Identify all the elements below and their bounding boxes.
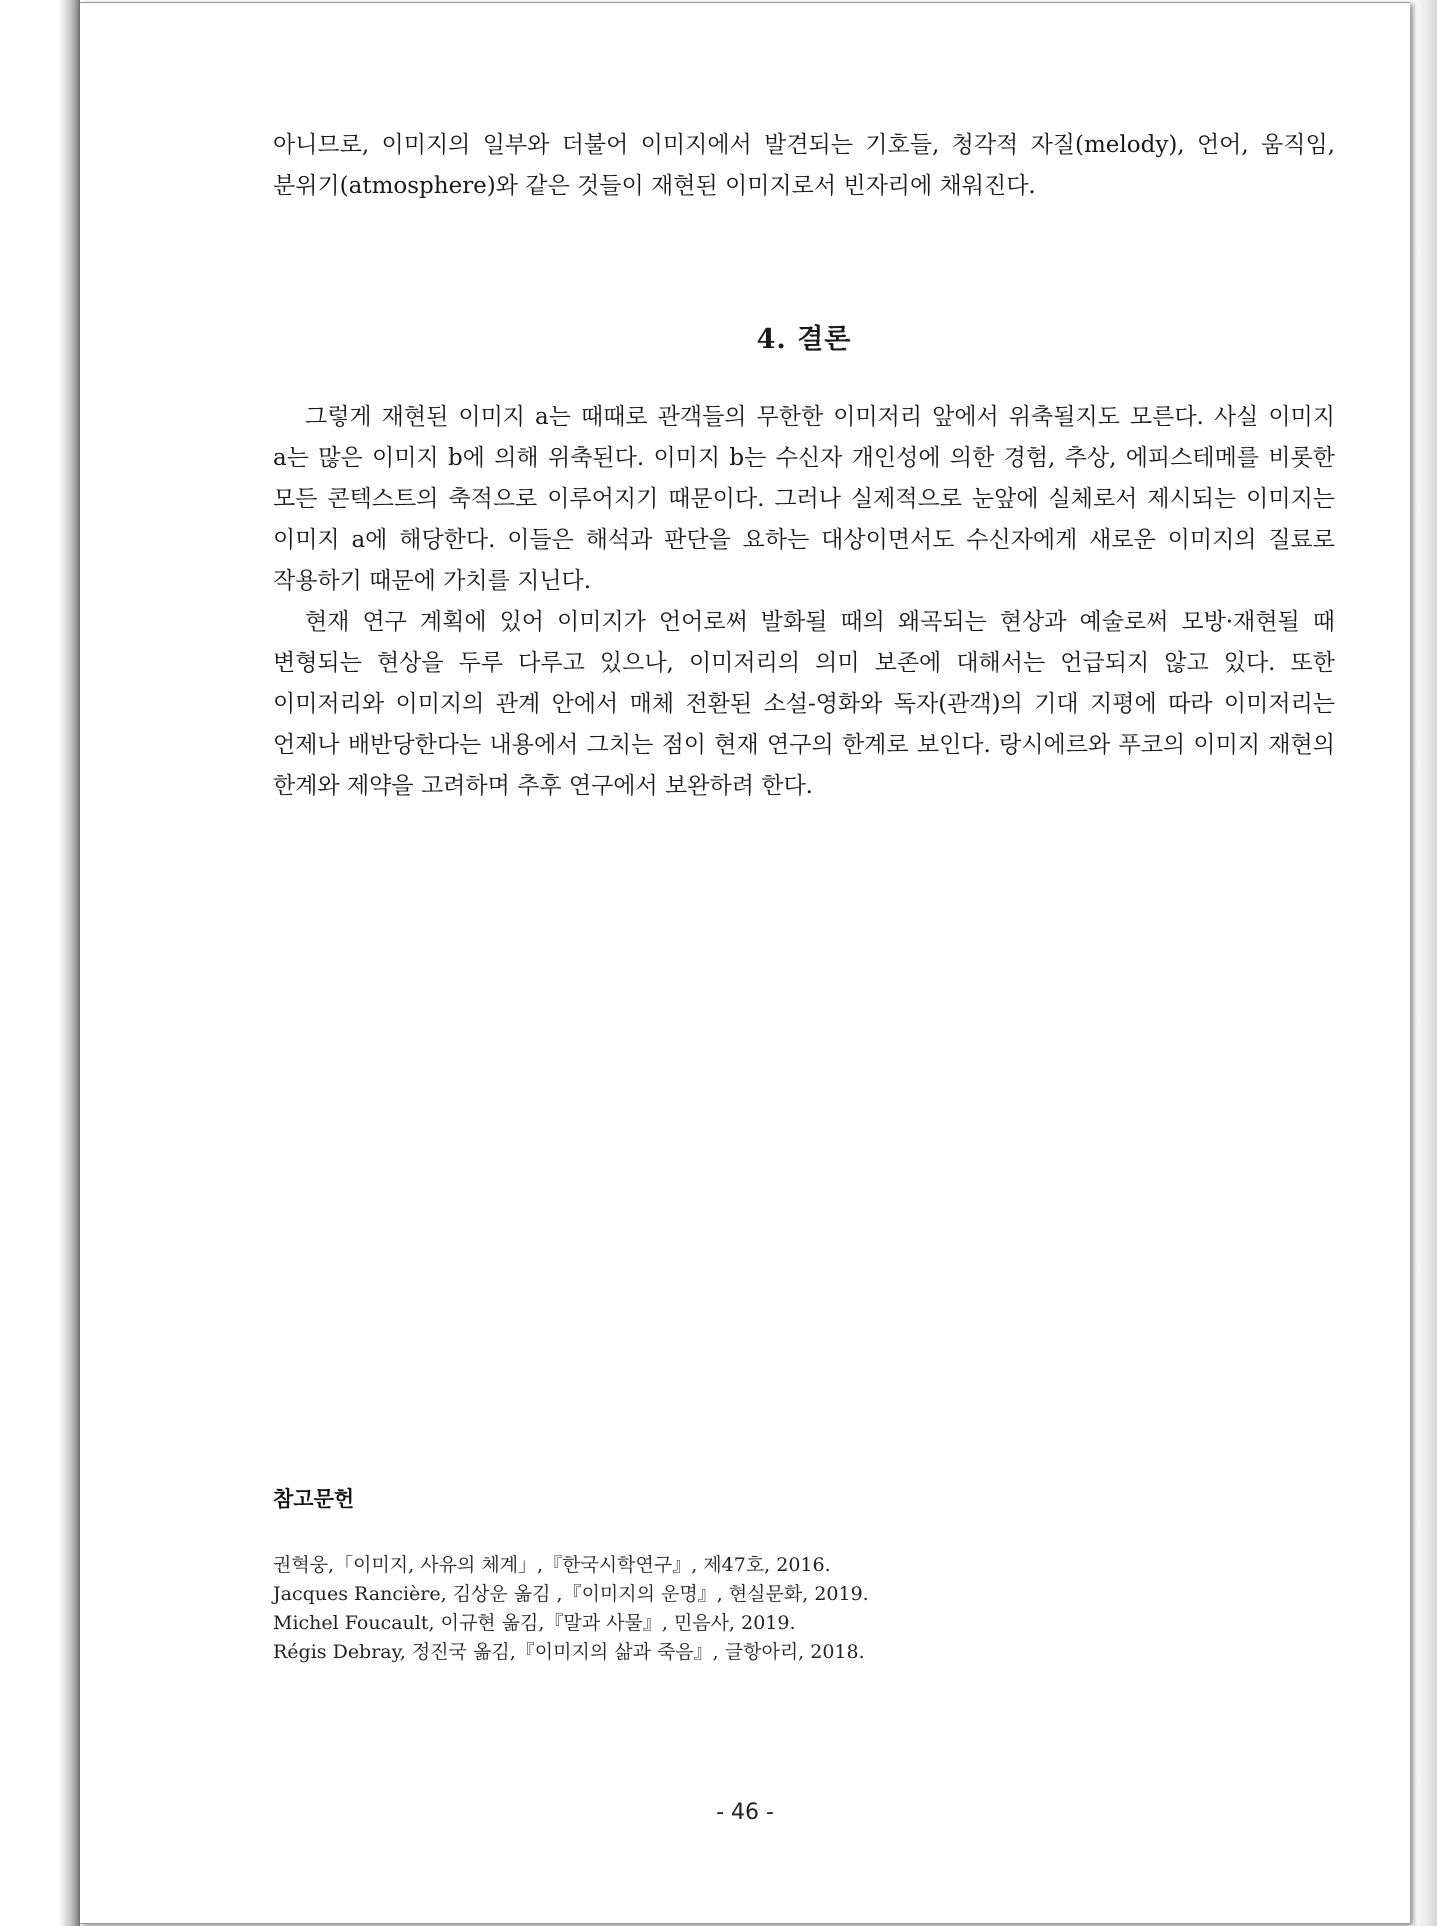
viewer-right-margin [1411,0,1437,1926]
reference-item: 권혁웅,「이미지, 사유의 체계」,『한국시학연구』, 제47호, 2016. [273,1554,831,1576]
section-title: 4. 결론 [756,324,852,355]
reference-item: Régis Debray, 정진국 옮김,『이미지의 삶과 죽음』, 글항아리, 2018. [273,1641,865,1663]
viewer-left-margin [0,0,80,1926]
page-content [273,125,1335,799]
section-body [273,397,1335,807]
references-heading: 참고문헌 [273,1487,355,1511]
document-page [80,2,1410,1924]
reference-item: Jacques Rancière, 김상운 옮김 ,『이미지의 운명』, 현실문화, 2019. [273,1583,869,1605]
reference-item: Michel Foucault, 이규현 옮김,『말과 사물』, 민음사, 2019. [273,1612,796,1634]
body-paragraph-2: 현재 연구 계획에 있어 이미지가 언어로써 발화될 때의 왜곡되는 현상과 예술로써 모방·재현될 때 변형되는 현상을 두루 다루고 있으나, 이미저리의 의미 보존에 대해서는 언급되지 않고 있다. 또한 이미저리와 이미지의 관계 안에서 매체 전환된 소설-영화와 독자(관객)의 기대 지평에 따라 이미저리는 언제나 배반당한다는 내용에서 그치는 점이 현재 연구의 한계로 보인다. 랑시에르와 푸코의 이미지 재현의 한계와 제약을 고려하며 추후 연구에서 보완하려 한다. [273,609,1335,799]
page-number: - 46 - [716,1800,774,1825]
intro-paragraph: 아니므로, 이미지의 일부와 더불어 이미지에서 발견되는 기호들, 청각적 자질(melody), 언어, 움직임, 분위기(atmosphere)와 같은 것들이 재현된 이미지로서 빈자리에 채워진다. [273,132,1335,199]
body-paragraph-1: 그렇게 재현된 이미지 a는 때때로 관객들의 무한한 이미저리 앞에서 위축될지도 모른다. 사실 이미지 a는 많은 이미지 b에 의해 위축된다. 이미지 b는 수신자 개인성에 의한 경험, 추상, 에피스테메를 비롯한 모든 콘텍스트의 축적으로 이루어지기 때문이다. 그러나 실제적으로 눈앞에 실체로서 제시되는 이미지는 이미지 a에 해당한다. 이들은 해석과 판단을 요하는 대상이면서도 수신자에게 새로운 이미지의 질료로 작용하기 때문에 가치를 지닌다. [273,404,1335,594]
references-list [273,1551,869,1667]
